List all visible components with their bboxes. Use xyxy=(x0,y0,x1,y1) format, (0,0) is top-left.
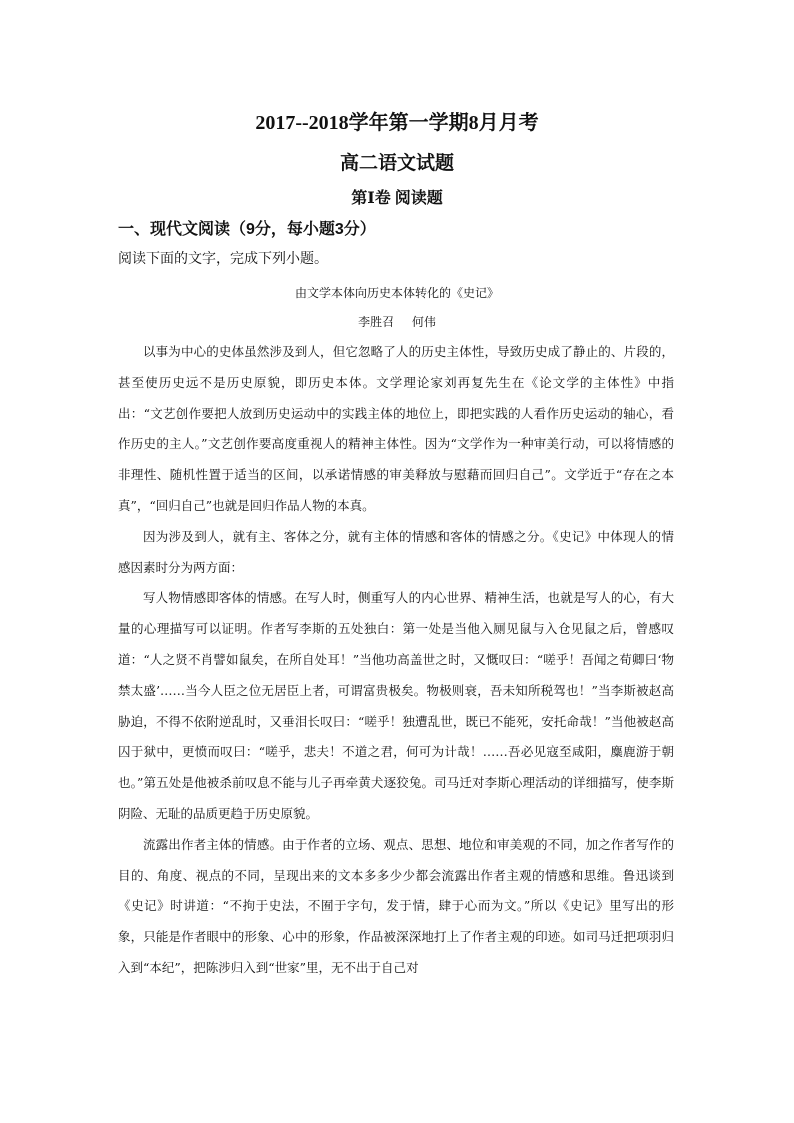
section-heading: 一、现代文阅读（9分，每小题3分） xyxy=(118,221,376,238)
part-title: 第Ⅰ卷 阅读题 xyxy=(351,190,443,207)
exam-title: 2017--2018学年第一学期8月月考 xyxy=(255,112,539,134)
section-instruction: 阅读下面的文字，完成下列小题。 xyxy=(118,250,328,266)
article-paragraph: 写人物情感即客体的情感。在写人时，侧重写人的内心世界、精神生活，也就是写人的心，有大量的心理描写可以证明。作者写李斯的五处独白：第一处是当他入厕见鼠与入仓见鼠之后，曾感叹道：“人之贤不肖譬如鼠矣，在所自处耳！”当他功高盖世之时，又慨叹曰：“嗟乎！吾闻之荀卿曰‘物禁太盛’……当今人臣之位无居臣上者，可谓富贵极矣。物极则衰，吾未知所税驾也！”当李斯被赵高胁迫，不得不依附逆乱时，又垂泪长叹曰：“嗟乎！独遭乱世，既已不能死，安托命哉！”当他被赵高囚于狱中，更愤而叹曰：“嗟乎，悲夫！不道之君，何可为计哉！……吾必见寇至咸阳，麋鹿游于朝也。”第五处是他被杀前叹息不能与儿子再牵黄犬逐狡兔。司马迁对李斯心理活动的详细描写，使李斯阴险、无耻的品质更趋于历史原貌。 xyxy=(118,590,674,821)
article-paragraph: 以事为中心的史体虽然涉及到人，但它忽略了人的历史主体性，导致历史成了静止的、片段的，甚至使历史远不是历史原貌，即历史本体。文学理论家刘再复先生在《论文学的主体性》中指出：“文艺创作要把人放到历史运动中的实践主体的地位上，即把实践的人看作历史运动的轴心，看作历史的主人。”文艺创作要高度重视人的精神主体性。因为“文学作为一种审美行动，可以将情感的非理性、随机性置于适当的区间，以承诺情感的审美释放与慰藉而回归自己”。文学近于“存在之本真”，“回归自己”也就是回归作品人物的本真。 xyxy=(118,344,674,513)
article-paragraph: 流露出作者主体的情感。由于作者的立场、观点、思想、地位和审美观的不同，加之作者写作的目的、角度、视点的不同，呈现出来的文本多多少少都会流露出作者主观的情感和思维。鲁迅谈到《史记》时讲道：“不拘于史法，不囿于字句，发于情，肆于心而为文。”所以《史记》里写出的形象，只能是作者眼中的形象、心中的形象，作品被深深地打上了作者主观的印迹。如司马迁把项羽归入到“本纪”，把陈涉归入到“世家”里，无不出于自己对 xyxy=(118,836,674,975)
article-authors: 李胜召 何伟 xyxy=(358,315,436,329)
article-paragraph: 因为涉及到人，就有主、客体之分，就有主体的情感和客体的情感之分。《史记》中体现人的情感因素时分为两方面： xyxy=(118,528,674,575)
article-title: 由文学本体向历史本体转化的《史记》 xyxy=(294,286,499,300)
subject-title: 高二语文试题 xyxy=(339,153,454,174)
article-body xyxy=(118,337,674,984)
